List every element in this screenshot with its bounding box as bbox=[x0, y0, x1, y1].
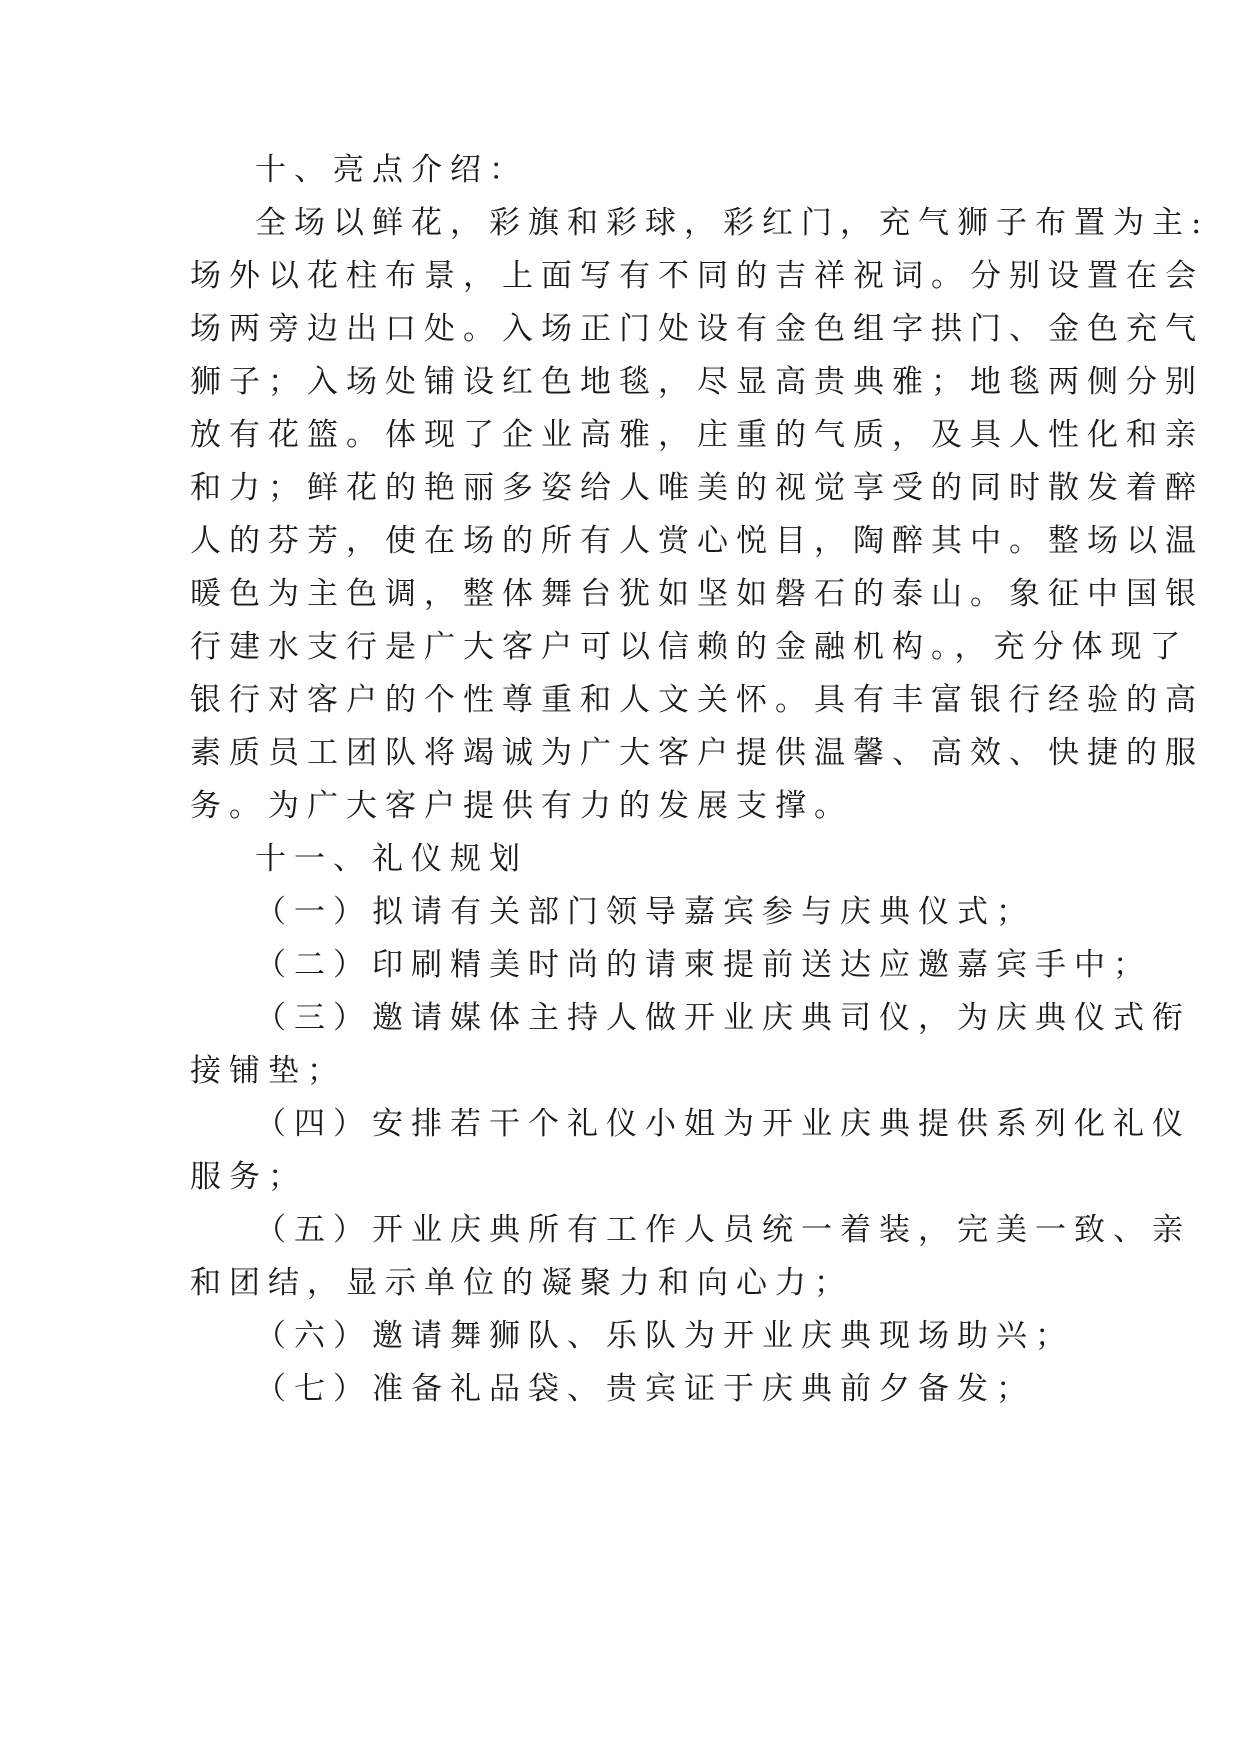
list-item: （三）邀请媒体主持人做开业庆典司仪，为庆典仪式衔 bbox=[255, 1000, 1191, 1036]
paragraph-line: 人的芬芳，使在场的所有人赏心悦目，陶醉其中。整场以温 bbox=[190, 523, 1204, 559]
list-item: （一）拟请有关部门领导嘉宾参与庆典仪式； bbox=[255, 894, 1035, 930]
paragraph-line: 和力；鲜花的艳丽多姿给人唯美的视觉享受的同时散发着醉 bbox=[190, 470, 1204, 506]
paragraph-line: 全场以鲜花，彩旗和彩球，彩红门，充气狮子布置为主: bbox=[255, 205, 1210, 241]
list-item: （五）开业庆典所有工作人员统一着装，完美一致、亲 bbox=[255, 1212, 1191, 1248]
list-item: （七）准备礼品袋、贵宾证于庆典前夕备发； bbox=[255, 1371, 1035, 1407]
list-item: （二）印刷精美时尚的请柬提前送达应邀嘉宾手中； bbox=[255, 947, 1152, 983]
list-item-continuation: 接铺垫； bbox=[190, 1053, 346, 1089]
list-item: （四）安排若干个礼仪小姐为开业庆典提供系列化礼仪 bbox=[255, 1106, 1191, 1142]
paragraph-line: 狮子；入场处铺设红色地毯，尽显高贵典雅；地毯两侧分别 bbox=[190, 364, 1204, 400]
list-item: （六）邀请舞狮队、乐队为开业庆典现场助兴； bbox=[255, 1318, 1074, 1354]
section-heading: 十、亮点介绍： bbox=[255, 152, 528, 188]
paragraph-line: 暖色为主色调，整体舞台犹如坚如磐石的泰山。象征中国银 bbox=[190, 576, 1204, 612]
paragraph-line: 素质员工团队将竭诚为广大客户提供温馨、高效、快捷的服 bbox=[190, 735, 1204, 771]
section-heading: 十一、礼仪规划 bbox=[255, 841, 528, 877]
paragraph-line: 场两旁边出口处。入场正门处设有金色组字拱门、金色充气 bbox=[190, 311, 1204, 347]
paragraph-line: 务。为广大客户提供有力的发展支撑。 bbox=[190, 788, 853, 824]
list-item-continuation: 和团结，显示单位的凝聚力和向心力； bbox=[190, 1265, 853, 1301]
paragraph-line: 放有花篮。体现了企业高雅，庄重的气质，及具人性化和亲 bbox=[190, 417, 1204, 453]
paragraph-line: 银行对客户的个性尊重和人文关怀。具有丰富银行经验的高 bbox=[190, 682, 1204, 718]
paragraph-line: 场外以花柱布景，上面写有不同的吉祥祝词。分别设置在会 bbox=[190, 258, 1204, 294]
paragraph-line: 行建水支行是广大客户可以信赖的金融机构。，充分体现了 bbox=[190, 629, 1189, 665]
list-item-continuation: 服务； bbox=[190, 1159, 307, 1195]
